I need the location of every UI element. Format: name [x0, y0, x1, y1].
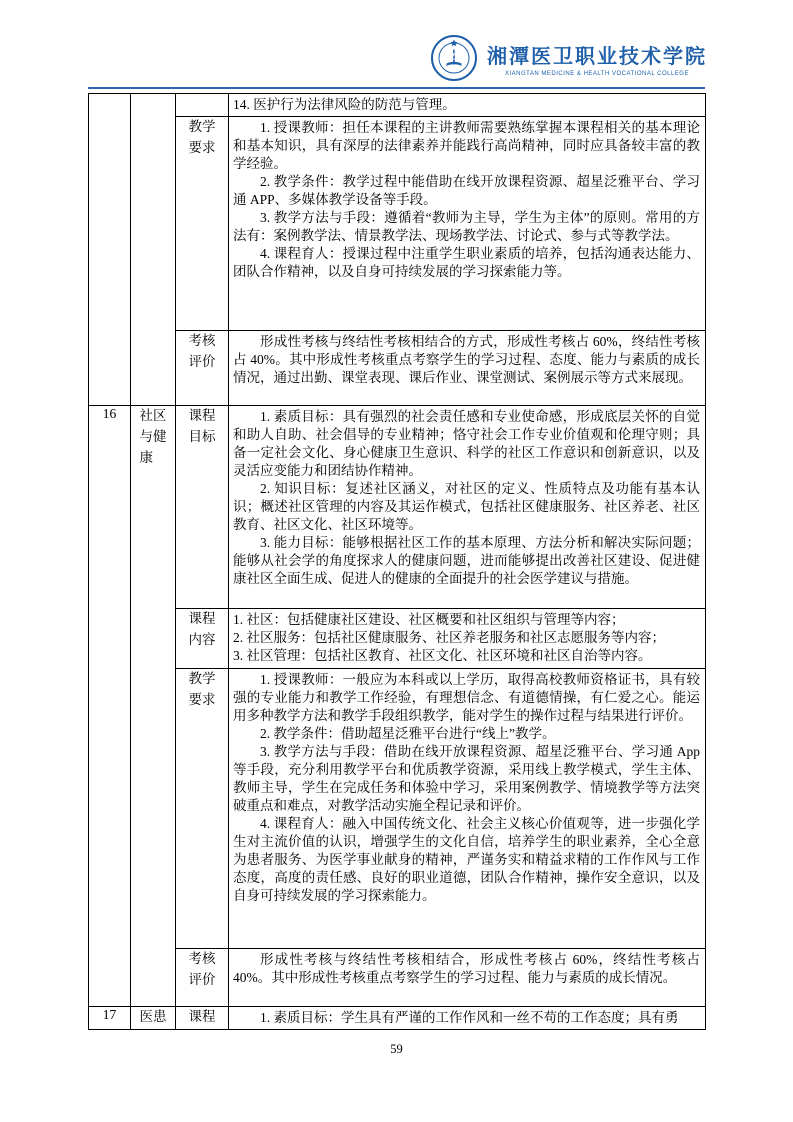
course-table [88, 93, 706, 1030]
college-name-en: XIANGTAN MEDICINE & HEALTH VOCATIONAL COLLEGE [505, 70, 689, 77]
content-paragraph: 4. 课程育人：融入中国传统文化、社会主义核心价值观等，进一步强化学生对主流价值的认识，增强学生的文化自信，培养学生的职业素养，全心全意为患者服务、为医学事业献身的精神，严谨务实和精益求精的工作作风与工作态度，高度的责任感、良好的职业道德，团队合作精神，操作安全意识，以及自身可持续发展的学习探索能力。 [233, 816, 700, 903]
content-paragraph: 4. 课程育人：授课过程中注重学生职业素质的培养，包括沟通表达能力、团队合作精神，以及自身可持续发展的学习探索能力等。 [233, 246, 700, 279]
course-number-cell: 17 [89, 1007, 131, 1030]
row-label-cell [176, 609, 229, 669]
assessment-cell [229, 949, 706, 1007]
content-paragraph: 2. 教学条件：教学过程中能借助在线开放课程资源、超星泛雅平台、学习通 APP、多媒体教学设备等手段。 [233, 174, 700, 207]
row-label-cell [176, 1007, 229, 1030]
college-name-cn: 湘潭医卫职业技术学院 [487, 45, 707, 68]
course-goals-cell [229, 1007, 706, 1030]
course-content-cell [229, 609, 706, 669]
table-row [89, 669, 706, 949]
course-name: 社区与健康 [139, 408, 167, 465]
content-paragraph: 3. 教学方法与手段：借助在线开放课程资源、超星泛雅平台、学习通 App 等手段，充分利用教学平台和优质教学资源，采用线上教学模式，学生主体、教师主导，学生在完成任务和体验中学习，采用案例教学、情境教学等方法突破重点和难点，对教学活动实施全程记录和评价。 [233, 744, 700, 813]
content-paragraph: 形成性考核与终结性考核相结合的方式，形成性考核占 60%，终结性考核占 40%。其中形成性考核重点考察学生的学习过程、态度、能力与素质的成长情况，通过出勤、课堂表现、课后作业、课堂测试、案例展示等方式来展现。 [233, 334, 700, 385]
course-name-cell [131, 1007, 176, 1030]
table-row [89, 94, 706, 117]
course-content-cell [229, 94, 706, 117]
content-paragraph: 3. 社区管理：包括社区教育、社区文化、社区环境和社区自治等内容。 [233, 648, 652, 663]
content-paragraph: 3. 能力目标：能够根据社区工作的基本原理、方法分析和解决实际问题；能够从社会学的角度探求人的健康问题，进而能够提出改善社区建设、促进健康社区全面生成、促进人的健康的全面提升的社会医学建议与措施。 [233, 535, 700, 586]
assessment-cell [229, 331, 706, 406]
row-label-assessment: 考核评价 [188, 333, 216, 369]
row-label-cell [176, 331, 229, 406]
content-paragraph: 2. 社区服务：包括社区健康服务、社区养老服务和社区志愿服务等内容； [233, 630, 665, 645]
header-divider [88, 87, 705, 89]
row-label-course: 课程 [188, 1009, 216, 1024]
content-paragraph: 1. 素质目标：具有强烈的社会责任感和专业使命感，形成底层关怀的自觉和助人自助、社会倡导的专业精神；恪守社会工作专业价值观和伦理守则；具备一定社会文化、身心健康卫生意识、科学的社区工作意识和创新意识，以及灵活应变能力和团结协作精神。 [233, 409, 700, 478]
row-label-cell [176, 949, 229, 1007]
content-paragraph: 3. 教学方法与手段：遵循着“教师为主导，学生为主体”的原则。常用的方法有：案例教学法、情景教学法、现场教学法、讨论式、参与式等教学法。 [233, 210, 700, 243]
table-row [89, 949, 706, 1007]
row-label-teaching-requirements: 教学要求 [188, 119, 216, 155]
row-label-assessment: 考核评价 [188, 951, 216, 987]
content-paragraph: 14. 医护行为法律风险的防范与管理。 [233, 97, 456, 112]
course-goals-cell [229, 406, 706, 609]
page-number: 59 [390, 1042, 403, 1056]
content-paragraph: 1. 社区：包括健康社区建设、社区概要和社区组织与管理等内容； [233, 612, 625, 627]
content-paragraph: 形成性考核与终结性考核相结合，形成性考核占 60%，终结性考核占 40%。其中形成性考核重点考察学生的学习过程、能力与素质的成长情况。 [233, 952, 700, 985]
table-row [89, 609, 706, 669]
course-number-cell: 16 [89, 406, 131, 1007]
course-name: 医患 [139, 1009, 167, 1024]
row-label-course-content: 课程内容 [188, 611, 216, 647]
row-label-cell [176, 117, 229, 331]
course-name-cell [131, 406, 176, 1007]
content-paragraph: 1. 素质目标：学生具有严谨的工作作风和一丝不苟的工作态度；具有勇 [260, 1010, 679, 1025]
row-label-cell-empty [176, 94, 229, 117]
college-name-block [487, 40, 707, 77]
row-label-teaching-requirements: 教学要求 [188, 671, 216, 707]
row-label-course-goals: 课程目标 [188, 408, 216, 444]
table-row [89, 117, 706, 331]
teaching-requirements-cell [229, 117, 706, 331]
teaching-requirements-cell [229, 669, 706, 949]
college-logo-icon [430, 34, 478, 82]
content-paragraph: 2. 教学条件：借助超星泛雅平台进行“线上”教学。 [260, 726, 556, 741]
content-paragraph: 2. 知识目标：复述社区涵义，对社区的定义、性质特点及功能有基本认识；概述社区管理的内容及其运作模式，包括社区健康服务、社区养老、社区教育、社区文化、社区环境等。 [233, 481, 700, 532]
course-name-cell-empty [131, 94, 176, 406]
table-row [89, 331, 706, 406]
page-footer [0, 1042, 793, 1057]
page-header [430, 34, 707, 82]
table-row [89, 1007, 706, 1030]
content-paragraph: 1. 授课教师：一般应为本科或以上学历，取得高校教师资格证书，具有较强的专业能力和教学工作经验，有理想信念、有道德情操，有仁爱之心。能运用多种教学方法和教学手段组织教学，能对学生的操作过程与结果进行评价。 [233, 672, 700, 723]
table-row [89, 406, 706, 609]
row-label-cell [176, 406, 229, 609]
course-number-cell-empty [89, 94, 131, 406]
content-paragraph: 1. 授课教师：担任本课程的主讲教师需要熟练掌握本课程相关的基本理论和基本知识，具有深厚的法律素养并能践行高尚精神，同时应具备较丰富的教学经验。 [233, 120, 700, 171]
row-label-cell [176, 669, 229, 949]
